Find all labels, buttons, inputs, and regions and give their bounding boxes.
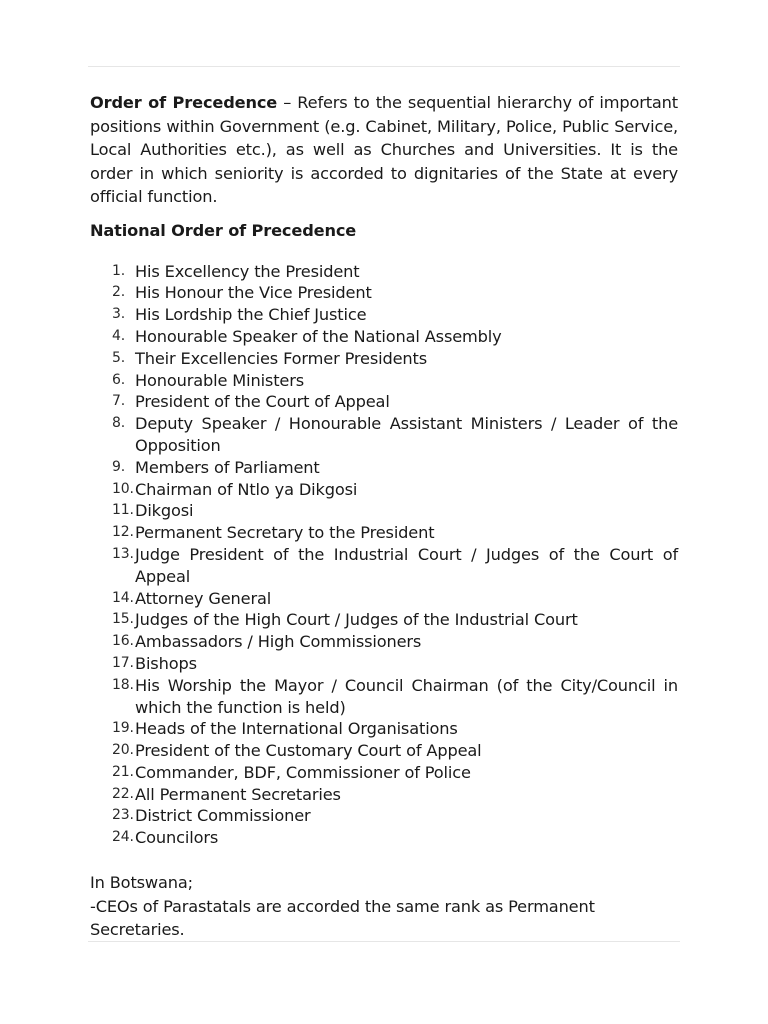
list-item [90, 413, 678, 457]
intro-definition: – Refers to the sequential hierarchy of important positions within Government (e.g. Cabinet, Military, Police, Public Service, Local Authorities etc.), as well as Churches and Universities. It is the order in which seniority is accorded to dignitaries of the State at every official function. [90, 93, 678, 207]
list-item-text: Ambassadors / High Commissioners [135, 632, 422, 652]
note-line-2: -CEOs of Parastatals are accorded the same rank as Permanent Secretaries. [90, 896, 595, 940]
list-item-number [90, 544, 135, 588]
list-item-number-text: 12. [112, 524, 134, 541]
list-item [90, 457, 678, 479]
list-item [90, 827, 678, 849]
list-item-number [90, 261, 135, 283]
list-item-number [90, 609, 135, 631]
list-item-number-text: 16. [112, 633, 134, 650]
list-item-text: Honourable Speaker of the National Assembly [135, 326, 502, 346]
list-item [90, 391, 678, 413]
list-item-number [90, 348, 135, 370]
list-item [90, 609, 678, 631]
list-item-text: His Honour the Vice President [135, 283, 372, 303]
list-item-number [90, 457, 135, 479]
list-item [90, 479, 678, 501]
list-item-number [90, 675, 135, 719]
list-item-number-text: 22. [112, 785, 134, 802]
list-item-number-text: 24. [112, 829, 134, 846]
list-item-text: Dikgosi [135, 501, 194, 521]
note [90, 871, 678, 942]
list-item-number [90, 391, 135, 413]
list-item-number [90, 370, 135, 392]
list-item-number [90, 479, 135, 501]
list-item-number-text: 15. [112, 611, 134, 628]
list-item-number-text: 2. [112, 284, 126, 301]
list-item-number-text: 4. [112, 327, 126, 344]
list-item [90, 261, 678, 283]
list-item [90, 544, 678, 588]
list-item-number-text: 17. [112, 654, 134, 671]
list-item-number-text: 21. [112, 763, 134, 780]
list-item-text: His Lordship the Chief Justice [135, 305, 367, 325]
list-item-number [90, 282, 135, 304]
list-item-text: Members of Parliament [135, 457, 320, 477]
list-item-number-text: 8. [112, 415, 126, 432]
list-item-number [90, 304, 135, 326]
list-item [90, 522, 678, 544]
list-item [90, 675, 678, 719]
list-item-text: Councilors [135, 828, 219, 848]
list-item [90, 653, 678, 675]
note-line-1: In Botswana; [90, 873, 193, 893]
precedence-list [90, 261, 678, 850]
list-item-number-text: 7. [112, 393, 126, 410]
list-item-number-text: 11. [112, 502, 134, 519]
list-item-text: Chairman of Ntlo ya Dikgosi [135, 479, 358, 499]
list-item-number [90, 762, 135, 784]
list-item [90, 718, 678, 740]
list-item-number-text: 1. [112, 262, 126, 279]
list-item [90, 762, 678, 784]
list-item [90, 304, 678, 326]
list-item-number [90, 718, 135, 740]
list-item-number [90, 653, 135, 675]
list-item-number [90, 631, 135, 653]
top-divider [88, 66, 680, 67]
list-item [90, 740, 678, 762]
intro-paragraph [90, 91, 678, 209]
list-item-number-text: 19. [112, 720, 134, 737]
list-item [90, 370, 678, 392]
list-item-text: President of the Customary Court of Appeal [135, 741, 482, 761]
list-item-number [90, 784, 135, 806]
list-item-text: Permanent Secretary to the President [135, 523, 435, 543]
list-item-number-text: 14. [112, 589, 134, 606]
list-item-number-text: 3. [112, 306, 126, 323]
list-item [90, 282, 678, 304]
list-item-text: Honourable Ministers [135, 370, 305, 390]
list-item-number-text: 9. [112, 458, 126, 475]
list-item [90, 631, 678, 653]
list-item-number-text: 18. [112, 676, 134, 693]
list-item-number [90, 413, 135, 457]
list-item-text: His Excellency the President [135, 261, 360, 281]
list-item [90, 784, 678, 806]
list-item-text: Attorney General [135, 588, 272, 608]
list-item-number [90, 522, 135, 544]
list-item-text: Heads of the International Organisations [135, 719, 458, 739]
list-item-text: President of the Court of Appeal [135, 392, 390, 412]
list-item-number [90, 827, 135, 849]
list-item [90, 500, 678, 522]
list-item-text: Bishops [135, 653, 197, 673]
list-item-number-text: 10. [112, 480, 134, 497]
list-item-number [90, 500, 135, 522]
list-item-number-text: 20. [112, 742, 134, 759]
list-item-text: Deputy Speaker / Honourable Assistant Ministers / Leader of the Opposition [135, 414, 678, 455]
section-heading: National Order of Precedence [90, 220, 357, 240]
intro-term: Order of Precedence [90, 93, 278, 112]
list-item-number-text: 13. [112, 545, 134, 562]
list-item-number [90, 805, 135, 827]
list-item [90, 326, 678, 348]
list-item-text: Commander, BDF, Commissioner of Police [135, 762, 471, 782]
list-item-text: District Commissioner [135, 806, 311, 826]
list-item-number-text: 23. [112, 807, 134, 824]
list-item [90, 588, 678, 610]
bottom-divider [88, 941, 680, 942]
list-item-text: His Worship the Mayor / Council Chairman (of the City/Council in which the function is held) [135, 675, 678, 717]
list-item-text: Their Excellencies Former Presidents [135, 348, 428, 368]
list-item [90, 805, 678, 827]
document-body [90, 91, 678, 942]
list-item-text: Judge President of the Industrial Court / Judges of the Court of Appeal [135, 544, 678, 586]
list-item-number-text: 5. [112, 349, 126, 366]
list-item [90, 348, 678, 370]
list-item-number [90, 740, 135, 762]
list-item-number [90, 326, 135, 348]
list-item-text: Judges of the High Court / Judges of the Industrial Court [135, 610, 578, 630]
list-item-text: All Permanent Secretaries [135, 784, 341, 804]
list-item-number-text: 6. [112, 371, 126, 388]
list-item-number [90, 588, 135, 610]
